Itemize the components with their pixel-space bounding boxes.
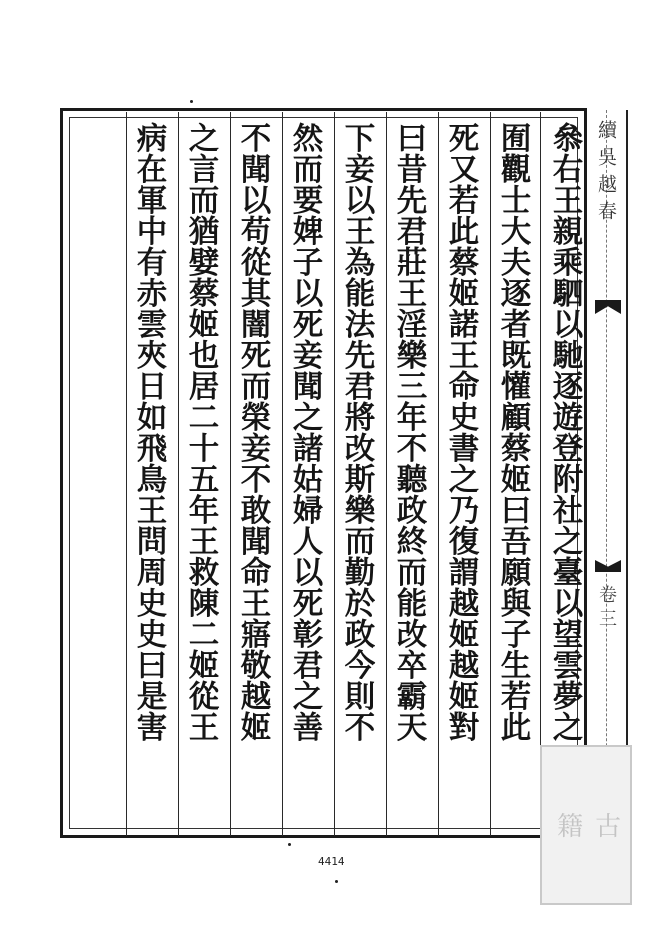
ink-speck — [288, 843, 291, 846]
text-column-4: 曰昔先君莊王淫樂三年不聽政終而能改卒霸天 — [391, 122, 427, 742]
text-column-3: 死又若此蔡姬諾王命史書之乃復謂越姬越姬對 — [443, 122, 479, 742]
spine-title: 續吳越春 — [595, 120, 617, 228]
column-rule — [178, 112, 179, 836]
column-rule — [334, 112, 335, 836]
text-column-2: 囿觀士大夫逐者既懽顧蔡姬曰吾願與子生若此 — [495, 122, 531, 742]
column-rule — [386, 112, 387, 836]
spine-chapter: 卷三 — [596, 585, 617, 633]
column-rule — [126, 112, 127, 836]
library-seal — [540, 745, 632, 905]
text-column-1: 叅右王親乘駟以馳逐遊登附社之臺以望雲夢之 — [547, 122, 583, 742]
page-number: 4414 — [318, 855, 345, 868]
text-column-8: 之言而猶嬖蔡姬也居二十五年王救陳二姬從王 — [183, 122, 219, 742]
text-column-5: 下妾以王為能法先君將改斯樂而勤於政今則不 — [339, 122, 375, 742]
column-rule — [282, 112, 283, 836]
ink-speck — [190, 100, 193, 103]
text-column-7: 不聞以苟從其闇死而榮妾不敢聞命王寤敬越姬 — [235, 122, 271, 742]
text-column-6: 然而要婢子以死妾聞之諸姑婦人以死彰君之善 — [287, 122, 323, 742]
ink-speck — [335, 880, 338, 883]
seal-glyph: 古 — [590, 812, 621, 838]
column-rule — [540, 112, 541, 836]
column-rule — [438, 112, 439, 836]
text-column-9: 病在軍中有赤雲夾日如飛鳥王問周史史曰是害 — [131, 122, 167, 742]
column-rule — [490, 112, 491, 836]
seal-glyph: 籍 — [552, 812, 583, 838]
column-rule — [230, 112, 231, 836]
